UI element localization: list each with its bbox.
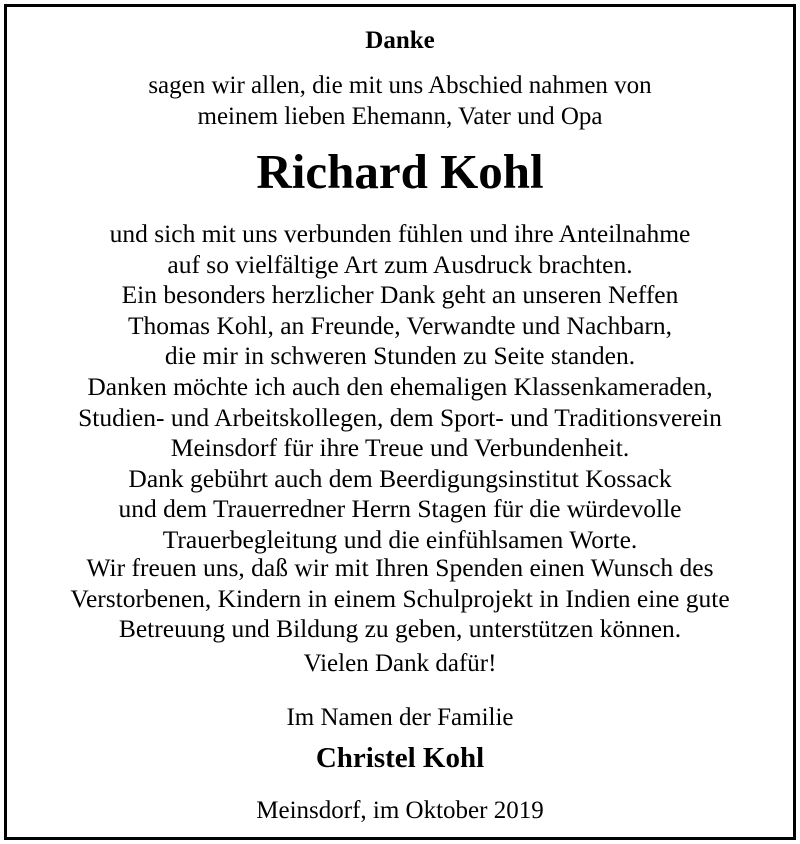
donation-line: Wir freuen uns, daß wir mit Ihren Spenden einen Wunsch des [86, 553, 714, 582]
intro-line: sagen wir allen, die mit uns Abschied nahmen von [148, 72, 652, 99]
thanks-body [0, 219, 800, 556]
body-line: und sich mit uns verbunden fühlen und ihre Anteilnahme [109, 219, 691, 248]
body-line: auf so vielfältige Art zum Ausdruck brachten. [167, 249, 633, 279]
place-date: Meinsdorf, im Oktober 2019 [256, 797, 544, 824]
body-line: Meinsdorf für ihre Treue und Verbundenheit. [170, 433, 630, 463]
notice-heading: Danke [365, 27, 435, 54]
body-line: Studien- und Arbeitskollegen, dem Sport- und Traditionsverein [78, 402, 722, 432]
donation-paragraph [0, 553, 800, 645]
body-line: Ein besonders herzlicher Dank geht an unseren Neffen [121, 280, 679, 310]
family-line: Im Namen der Familie [286, 704, 514, 731]
body-line: die mir in schweren Stunden zu Seite standen. [164, 341, 636, 371]
body-line: Thomas Kohl, an Freunde, Verwandte und Nachbarn, [127, 310, 673, 340]
body-line: Trauerbegleitung und die einfühlsamen Worte. [162, 524, 638, 554]
closing-thanks: Vielen Dank dafür! [303, 650, 497, 677]
body-line: und dem Trauerredner Herrn Stagen für die würdevolle [118, 494, 682, 524]
donation-line: Betreuung und Bildung zu geben, unterstützen können. [118, 614, 682, 644]
donation-line: Verstorbenen, Kindern in einem Schulprojekt in Indien eine gute [70, 583, 730, 613]
signer-name: Christel Kohl [315, 742, 485, 774]
body-line: Dank gebührt auch dem Beerdigungsinstitut Kossack [128, 463, 672, 493]
deceased-name: Richard Kohl [256, 144, 544, 199]
intro-text [0, 70, 800, 132]
body-line: Danken möchte ich auch den ehemaligen Klassenkameraden, [87, 371, 713, 401]
intro-line: meinem lieben Ehemann, Vater und Opa [197, 103, 603, 130]
